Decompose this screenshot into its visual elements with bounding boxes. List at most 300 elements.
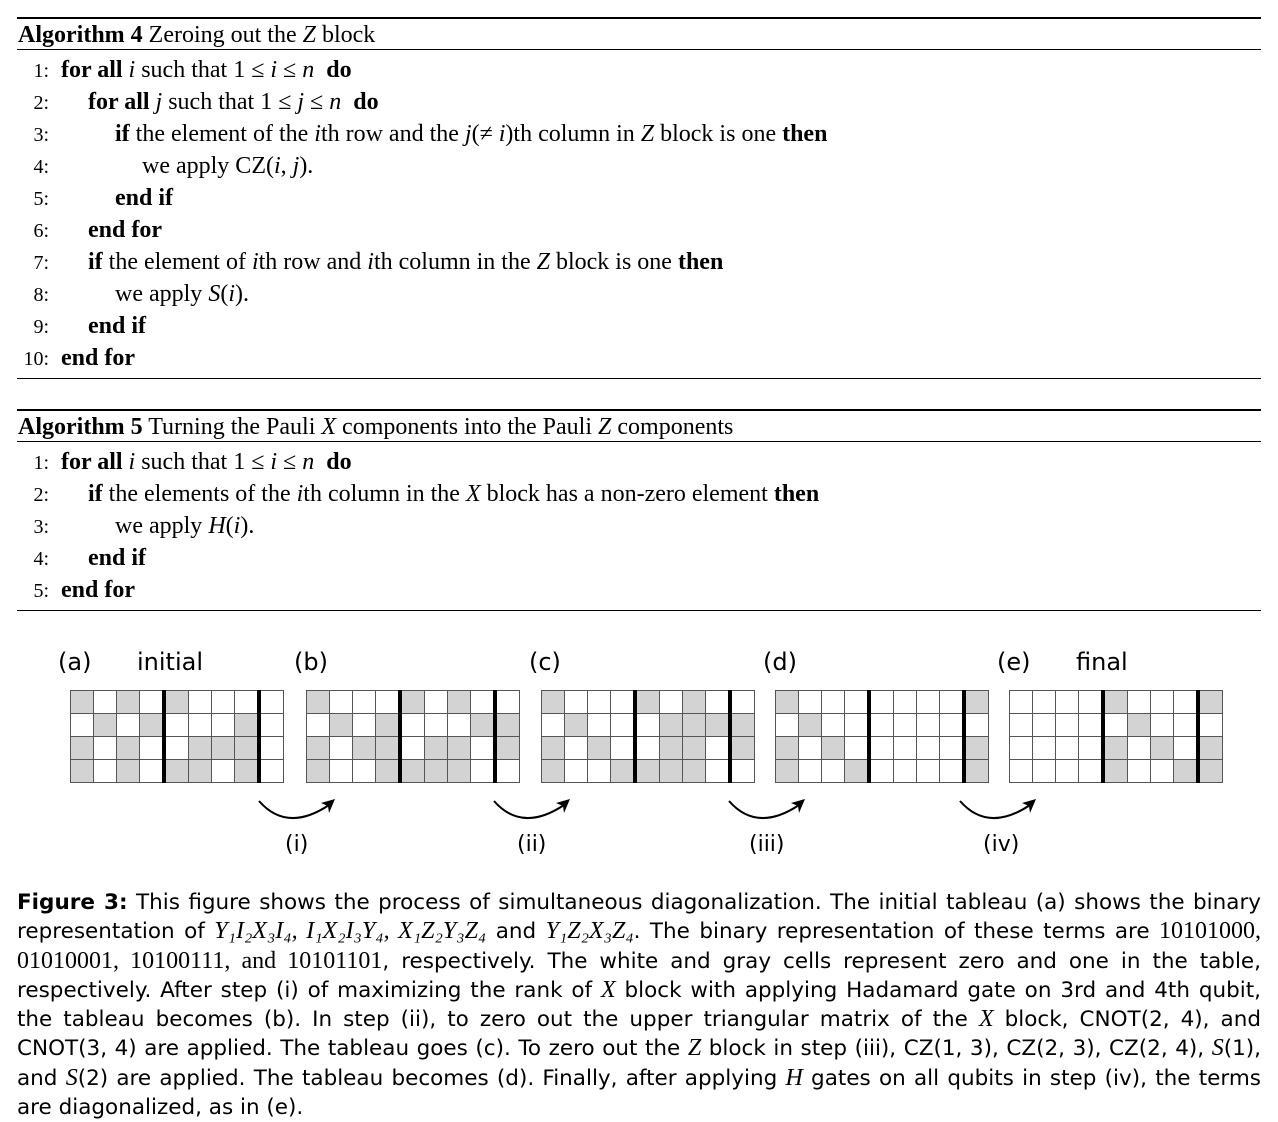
cell-zero (776, 714, 799, 737)
line-text: the elements of the (102, 481, 297, 507)
cell-zero (869, 760, 894, 783)
cell-one (1198, 691, 1223, 714)
cell-zero (353, 760, 376, 783)
cell-zero (353, 691, 376, 714)
cell-zero (611, 714, 636, 737)
tableau-c (541, 690, 755, 783)
math-var: j (297, 89, 305, 115)
algorithm-line (17, 510, 1261, 542)
cell-zero (822, 714, 845, 737)
caption-text: , respectively. The white and gray cells represent zero and one in the table, respectively. After step (i) of maximizing the rank of (17, 948, 1261, 1003)
cell-zero (940, 691, 965, 714)
line-text: block is one (654, 121, 783, 147)
cell-zero (845, 714, 870, 737)
cell-zero (164, 714, 189, 737)
cell-one (683, 760, 706, 783)
caption-label: Figure 3: (17, 890, 128, 915)
math-var: j (155, 89, 163, 115)
cell-zero (425, 714, 448, 737)
algorithm-label: Algorithm 4 (18, 22, 143, 48)
math-var: n (302, 449, 315, 475)
keyword: if (115, 121, 130, 147)
cell-zero (1079, 760, 1104, 783)
tableau-row (776, 737, 989, 760)
caption-text: (1), and (17, 1036, 1261, 1091)
math-var: i (270, 57, 278, 83)
line-text: , (280, 153, 293, 179)
line-text (314, 57, 326, 83)
line-text: (≠ (471, 121, 499, 147)
tableau-a (70, 690, 284, 783)
cell-zero (917, 737, 940, 760)
math-var: X (978, 1006, 994, 1033)
cell-one (1174, 760, 1199, 783)
tableau-row (307, 714, 520, 737)
algorithm-5 (17, 409, 1261, 611)
math-var: i (367, 249, 374, 275)
cell-zero (1198, 714, 1223, 737)
cell-zero (917, 714, 940, 737)
line-text: such that 1 ≤ (135, 449, 271, 475)
cell-zero (799, 760, 822, 783)
algorithm-5-title (17, 411, 1261, 441)
keyword: end if (88, 545, 147, 571)
cell-zero (542, 714, 565, 737)
cell-one (683, 737, 706, 760)
cell-zero (894, 714, 917, 737)
keyword: if (88, 249, 103, 275)
pauli-terms: Y₁I₂X₃I₄, I₁X₂I₃Y₄, X₁Z₂Y₃Z₄ (214, 918, 487, 945)
line-number: 2: (33, 92, 49, 114)
cell-zero (730, 691, 755, 714)
cell-zero (471, 760, 496, 783)
cell-zero (330, 737, 353, 760)
math-var: i (128, 449, 136, 475)
line-text: ( (220, 281, 229, 307)
cell-zero (1033, 714, 1056, 737)
cell-zero (212, 714, 235, 737)
cell-one (964, 760, 989, 783)
figure-caption (17, 888, 1261, 1122)
cell-zero (140, 691, 165, 714)
cell-zero (1079, 737, 1104, 760)
cell-zero (611, 691, 636, 714)
cell-zero (212, 760, 235, 783)
cell-zero (822, 691, 845, 714)
math-var: H (785, 1064, 803, 1091)
line-text: th column in the (303, 481, 466, 507)
cell-zero (259, 737, 284, 760)
tableau-row (307, 691, 520, 714)
cell-zero (706, 760, 731, 783)
math-var: Z (536, 249, 550, 275)
cell-zero (1033, 760, 1056, 783)
curved-arrow-icon (958, 795, 1048, 835)
cell-zero (140, 760, 165, 783)
cell-one (964, 737, 989, 760)
cell-zero (565, 691, 588, 714)
cell-one (730, 737, 755, 760)
math-var: S (65, 1064, 78, 1091)
math-var: i (128, 57, 136, 83)
cell-zero (894, 737, 917, 760)
figure-3-diagram (0, 640, 1278, 870)
keyword: then (677, 249, 724, 275)
algorithm-line (17, 182, 1261, 214)
cell-one (140, 714, 165, 737)
line-text (314, 449, 326, 475)
line-text: ≤ (304, 89, 330, 115)
cell-zero (235, 691, 260, 714)
cell-zero (940, 760, 965, 783)
cell-one (235, 760, 260, 783)
line-number: 4: (33, 156, 49, 178)
math-var: X (465, 481, 481, 507)
cell-zero (845, 691, 870, 714)
tableau-b (306, 690, 520, 783)
cell-zero (1151, 760, 1174, 783)
title-text: components (611, 414, 734, 440)
title-var: Z (598, 414, 612, 440)
cell-zero (611, 737, 636, 760)
keyword: for all (61, 449, 123, 475)
tableau-row (542, 760, 755, 783)
keyword: if (88, 481, 103, 507)
algorithm-line (17, 446, 1261, 478)
cell-one (353, 737, 376, 760)
caption-text: . The binary representation of these terms are (633, 919, 1160, 945)
keyword: do (326, 57, 352, 83)
bottom-rule (17, 610, 1261, 611)
cell-zero (1056, 714, 1079, 737)
cell-one (1198, 760, 1223, 783)
keyword: end for (61, 577, 135, 603)
cell-one (164, 760, 189, 783)
line-text: such that 1 ≤ (135, 57, 271, 83)
cell-one (845, 760, 870, 783)
cell-zero (448, 714, 471, 737)
line-text: ). (234, 281, 249, 307)
panel-sublabel-e: final (1076, 648, 1128, 676)
panel-label-d: (d) (763, 648, 797, 676)
cell-one (1103, 737, 1128, 760)
algorithm-4-title (17, 19, 1261, 49)
cell-zero (376, 691, 401, 714)
cell-zero (869, 737, 894, 760)
cell-zero (940, 714, 965, 737)
cell-zero (964, 714, 989, 737)
cell-zero (1010, 714, 1033, 737)
cell-one (706, 714, 731, 737)
cell-zero (588, 714, 611, 737)
line-number: 2: (33, 484, 49, 506)
cell-zero (706, 691, 731, 714)
line-text: the element of the (129, 121, 315, 147)
algorithm-line (17, 278, 1261, 310)
math-var: n (302, 57, 315, 83)
cell-one (495, 737, 520, 760)
tableau-row (1010, 691, 1223, 714)
tableau-row (71, 691, 284, 714)
math-var: i (314, 121, 321, 147)
line-text: such that 1 ≤ (162, 89, 298, 115)
caption-text: block in step (iii), CZ(1, 3), CZ(2, 3), CZ(2, 4), (701, 1036, 1212, 1062)
cell-zero (845, 737, 870, 760)
cell-one (964, 691, 989, 714)
cell-zero (635, 714, 660, 737)
cell-zero (1033, 691, 1056, 714)
cell-zero (212, 691, 235, 714)
cell-one (71, 691, 94, 714)
keyword: end for (61, 345, 135, 371)
math-var: j (292, 153, 300, 179)
math-var: i (296, 481, 304, 507)
line-number: 3: (33, 124, 49, 146)
math-var: i (233, 513, 241, 539)
tableau-e (1009, 690, 1223, 783)
panel-label-a: (a) (58, 648, 92, 676)
line-text: ). (299, 153, 314, 179)
curved-arrow-icon (492, 795, 582, 835)
caption-text: and (486, 919, 546, 945)
curved-arrow-icon (257, 795, 347, 835)
cell-one (307, 737, 330, 760)
cell-zero (799, 737, 822, 760)
title-var: Z (302, 22, 316, 48)
cell-zero (1151, 714, 1174, 737)
cell-zero (822, 760, 845, 783)
cell-zero (1174, 691, 1199, 714)
tableau-row (71, 760, 284, 783)
line-text: )th column in (505, 121, 641, 147)
title-text: components into the Pauli (336, 414, 599, 440)
keyword: do (353, 89, 379, 115)
cell-zero (730, 760, 755, 783)
algorithm-label: Algorithm 5 (18, 414, 143, 440)
algorithm-line (17, 478, 1261, 510)
cell-zero (1056, 691, 1079, 714)
title-text: Zeroing out the (148, 22, 303, 48)
caption-text: (2) are applied. The tableau becomes (d). Finally, after applying (77, 1065, 786, 1091)
cell-zero (660, 691, 683, 714)
tableau-d (775, 690, 989, 783)
caption-text: This figure shows the process of simultaneous diagonalization. The initial tableau (a) shows the binary representation of (17, 890, 1262, 945)
cell-one (189, 760, 212, 783)
cell-one (611, 760, 636, 783)
keyword: end for (88, 217, 162, 243)
cell-one (1151, 737, 1174, 760)
cell-one (94, 714, 117, 737)
line-number: 8: (33, 284, 49, 306)
cell-zero (1033, 737, 1056, 760)
panel-sublabel-a: initial (137, 648, 203, 676)
line-text: ( (225, 513, 234, 539)
cell-zero (495, 760, 520, 783)
cell-one (330, 714, 353, 737)
math-var: Z (640, 121, 655, 147)
line-text: th column in the (373, 249, 537, 275)
cell-one (799, 714, 822, 737)
cell-zero (425, 691, 448, 714)
cell-zero (330, 691, 353, 714)
step-label: (ii) (517, 832, 547, 857)
cell-one (1103, 691, 1128, 714)
cell-zero (1079, 714, 1104, 737)
cell-zero (940, 737, 965, 760)
cell-one (376, 737, 401, 760)
cell-zero (1174, 737, 1199, 760)
panel-label-b: (b) (294, 648, 328, 676)
cell-one (425, 760, 448, 783)
cell-zero (588, 760, 611, 783)
cell-zero (1103, 714, 1128, 737)
cell-one (660, 714, 683, 737)
line-number: 5: (33, 580, 49, 602)
cell-zero (307, 714, 330, 737)
line-text: block has a non-zero element (480, 481, 774, 507)
line-number: 10: (23, 348, 49, 370)
cell-one (495, 714, 520, 737)
line-number: 7: (33, 252, 49, 274)
tableau-row (71, 737, 284, 760)
tableau-row (1010, 714, 1223, 737)
math-var: i (498, 121, 506, 147)
line-number: 6: (33, 220, 49, 242)
cell-one (1198, 737, 1223, 760)
panel-label-e: (e) (997, 648, 1031, 676)
cell-zero (471, 737, 496, 760)
math-var: n (329, 89, 342, 115)
line-number: 9: (33, 316, 49, 338)
cell-one (635, 760, 660, 783)
tableau-row (542, 714, 755, 737)
cell-one (307, 691, 330, 714)
keyword: for all (88, 89, 150, 115)
cell-zero (71, 714, 94, 737)
cell-zero (400, 714, 425, 737)
algorithm-line (17, 342, 1261, 374)
cell-one (448, 760, 471, 783)
math-var: H (208, 513, 226, 539)
cell-zero (471, 691, 496, 714)
pauli-terms: Y₁Z₂X₃Z₄ (545, 918, 634, 945)
math-var: Z (687, 1035, 702, 1062)
cell-zero (1010, 760, 1033, 783)
cell-zero (400, 737, 425, 760)
math-var: i (251, 249, 259, 275)
cell-one (164, 691, 189, 714)
cell-one (212, 737, 235, 760)
cell-one (660, 737, 683, 760)
line-text: we apply CZ( (142, 153, 274, 179)
cell-one (376, 760, 401, 783)
cell-one (71, 737, 94, 760)
cell-one (1103, 760, 1128, 783)
tableau-row (1010, 760, 1223, 783)
cell-zero (635, 737, 660, 760)
cell-zero (706, 737, 731, 760)
line-text: ≤ (277, 57, 303, 83)
cell-one (730, 714, 755, 737)
panel-label-c: (c) (529, 648, 561, 676)
algorithm-line (17, 542, 1261, 574)
cell-one (542, 737, 565, 760)
cell-zero (94, 760, 117, 783)
cell-zero (140, 737, 165, 760)
cell-one (235, 737, 260, 760)
cell-zero (894, 691, 917, 714)
math-var: S (208, 281, 221, 307)
cell-zero (189, 714, 212, 737)
algorithm-5-lines (17, 442, 1261, 610)
caption-text: gates on all qubits in step (iv), the terms are diagonalized, as in (e). (17, 1065, 1261, 1121)
title-text: block (315, 22, 376, 48)
tableau-row (542, 737, 755, 760)
keyword: end if (88, 313, 147, 339)
cell-one (117, 691, 140, 714)
line-number: 1: (33, 60, 49, 82)
cell-one (448, 737, 471, 760)
algorithm-4 (17, 17, 1261, 379)
step-label: (i) (285, 832, 309, 857)
math-var: i (273, 153, 281, 179)
cell-zero (799, 691, 822, 714)
cell-one (776, 691, 799, 714)
cell-one (117, 760, 140, 783)
title-text: Turning the Pauli (148, 414, 322, 440)
cell-one (425, 737, 448, 760)
cell-one (471, 714, 496, 737)
algorithm-line (17, 150, 1261, 182)
cell-zero (869, 714, 894, 737)
cell-zero (330, 760, 353, 783)
cell-one (117, 737, 140, 760)
cell-one (542, 760, 565, 783)
cell-zero (1174, 714, 1199, 737)
cell-one (235, 714, 260, 737)
cell-one (542, 691, 565, 714)
cell-zero (1128, 760, 1151, 783)
step-label: (iii) (749, 832, 785, 857)
cell-zero (917, 760, 940, 783)
binary-values: 10101000, 01010001, 10100111, and 10101101 (17, 918, 1262, 974)
cell-zero (917, 691, 940, 714)
cell-zero (259, 760, 284, 783)
cell-one (588, 737, 611, 760)
line-text: ≤ (277, 449, 303, 475)
tableau-row (776, 691, 989, 714)
algorithm-line (17, 574, 1261, 606)
algorithm-4-lines (17, 50, 1261, 378)
cell-zero (259, 691, 284, 714)
tableau-row (776, 714, 989, 737)
algorithm-line (17, 310, 1261, 342)
line-number: 5: (33, 188, 49, 210)
tableau-row (542, 691, 755, 714)
algorithm-line (17, 86, 1261, 118)
cell-zero (565, 760, 588, 783)
tableau-row (307, 760, 520, 783)
line-text: th row and the (320, 121, 465, 147)
cell-one (660, 760, 683, 783)
line-text: we apply (115, 513, 209, 539)
line-number: 3: (33, 516, 49, 538)
keyword: for all (61, 57, 123, 83)
cell-zero (1056, 737, 1079, 760)
keyword: end if (115, 185, 174, 211)
keyword: then (773, 481, 820, 507)
cell-one (1128, 714, 1151, 737)
